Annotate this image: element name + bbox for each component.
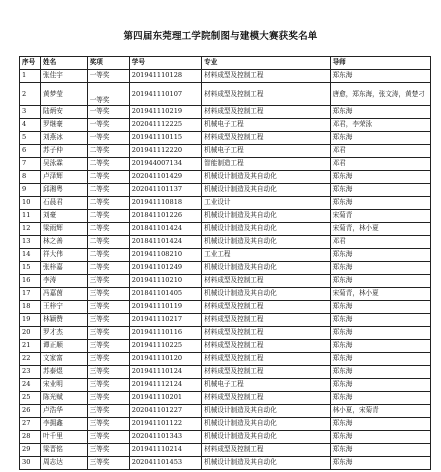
table-row bbox=[20, 106, 431, 119]
cell-student-id: 201841101405 bbox=[129, 288, 201, 301]
header-student-id: 学号 bbox=[129, 57, 201, 70]
cell-name: 李拥鑫 bbox=[41, 418, 88, 431]
cell-award: 三等奖 bbox=[87, 392, 129, 405]
cell-name: 周志达 bbox=[41, 457, 88, 470]
cell-award: 二等奖 bbox=[87, 171, 129, 184]
cell-advisor: 郑东海 bbox=[330, 444, 430, 457]
cell-name: 林颖赞 bbox=[41, 314, 88, 327]
cell-major: 材料成型及控制工程 bbox=[202, 70, 330, 83]
cell-award: 三等奖 bbox=[87, 431, 129, 444]
cell-student-id: 201941110128 bbox=[129, 70, 201, 83]
cell-award: 二等奖 bbox=[87, 262, 129, 275]
cell-no: 20 bbox=[20, 327, 41, 340]
cell-advisor: 邓君 bbox=[330, 145, 430, 158]
cell-advisor: 郑东海 bbox=[330, 392, 430, 405]
table-row bbox=[20, 392, 431, 405]
cell-student-id: 202041101453 bbox=[129, 457, 201, 470]
cell-advisor: 邓君 bbox=[330, 236, 430, 249]
table-row bbox=[20, 158, 431, 171]
cell-no: 3 bbox=[20, 106, 41, 119]
cell-name: 叶千里 bbox=[41, 431, 88, 444]
cell-student-id: 201941110119 bbox=[129, 301, 201, 314]
cell-major: 材料成型及控制工程 bbox=[202, 392, 330, 405]
cell-student-id: 201941110210 bbox=[129, 275, 201, 288]
cell-award: 二等奖 bbox=[87, 236, 129, 249]
cell-advisor: 郑东海 bbox=[330, 314, 430, 327]
cell-no: 17 bbox=[20, 288, 41, 301]
table-row bbox=[20, 132, 431, 145]
cell-no: 6 bbox=[20, 145, 41, 158]
table-row bbox=[20, 171, 431, 184]
cell-award: 一等奖 bbox=[87, 70, 129, 83]
cell-name: 黄梦莹 bbox=[41, 83, 88, 106]
cell-no: 12 bbox=[20, 223, 41, 236]
cell-no: 11 bbox=[20, 210, 41, 223]
table-row bbox=[20, 418, 431, 431]
cell-advisor: 郑东海 bbox=[330, 431, 430, 444]
cell-advisor: 郑东海 bbox=[330, 366, 430, 379]
cell-award: 三等奖 bbox=[87, 444, 129, 457]
cell-name: 梁晋铭 bbox=[41, 444, 88, 457]
cell-name: 谭正顺 bbox=[41, 340, 88, 353]
header-award: 奖项 bbox=[87, 57, 129, 70]
cell-major: 材料成型及控制工程 bbox=[202, 301, 330, 314]
table-row bbox=[20, 431, 431, 444]
cell-advisor: 郑东海 bbox=[330, 70, 430, 83]
cell-student-id: 201941112220 bbox=[129, 145, 201, 158]
cell-no: 16 bbox=[20, 275, 41, 288]
cell-no: 1 bbox=[20, 70, 41, 83]
cell-advisor: 林小夏，宋菊青 bbox=[330, 405, 430, 418]
cell-name: 李涛 bbox=[41, 275, 88, 288]
cell-no: 7 bbox=[20, 158, 41, 171]
cell-advisor: 郑东海 bbox=[330, 457, 430, 470]
cell-advisor: 宋菊青 bbox=[330, 210, 430, 223]
table-row bbox=[20, 197, 431, 210]
cell-advisor: 郑东海 bbox=[330, 106, 430, 119]
cell-no: 25 bbox=[20, 392, 41, 405]
cell-major: 机械设计制造及其自动化 bbox=[202, 184, 330, 197]
cell-award: 三等奖 bbox=[87, 405, 129, 418]
cell-name: 林之善 bbox=[41, 236, 88, 249]
table-row bbox=[20, 236, 431, 249]
cell-student-id: 201941110115 bbox=[129, 132, 201, 145]
cell-advisor: 郑东海 bbox=[330, 379, 430, 392]
table-row bbox=[20, 119, 431, 132]
cell-name: 吴泳霖 bbox=[41, 158, 88, 171]
cell-award: 一等奖 bbox=[87, 132, 129, 145]
cell-award: 三等奖 bbox=[87, 314, 129, 327]
cell-student-id: 202041112225 bbox=[129, 119, 201, 132]
cell-major: 机械电子工程 bbox=[202, 145, 330, 158]
cell-student-id: 201941101122 bbox=[129, 418, 201, 431]
table-row bbox=[20, 457, 431, 470]
cell-name: 卢泽辉 bbox=[41, 171, 88, 184]
cell-no: 18 bbox=[20, 301, 41, 314]
cell-name: 冯嘉茵 bbox=[41, 288, 88, 301]
cell-advisor: 邓君 bbox=[330, 158, 430, 171]
table-row bbox=[20, 145, 431, 158]
cell-major: 机械设计制造及其自动化 bbox=[202, 262, 330, 275]
cell-advisor: 郑东海 bbox=[330, 197, 430, 210]
cell-award: 三等奖 bbox=[87, 288, 129, 301]
cell-name: 张梓嘉 bbox=[41, 262, 88, 275]
cell-name: 石晨君 bbox=[41, 197, 88, 210]
cell-student-id: 201941110116 bbox=[129, 327, 201, 340]
cell-advisor: 郑东海 bbox=[330, 301, 430, 314]
cell-major: 机械设计制造及其自动化 bbox=[202, 171, 330, 184]
cell-award: 三等奖 bbox=[87, 353, 129, 366]
cell-student-id: 201941110120 bbox=[129, 353, 201, 366]
cell-award: 一等奖 bbox=[87, 83, 129, 106]
table-row bbox=[20, 83, 431, 106]
cell-award: 三等奖 bbox=[87, 275, 129, 288]
cell-name: 陈光赋 bbox=[41, 392, 88, 405]
cell-no: 13 bbox=[20, 236, 41, 249]
cell-advisor: 唐愈，郑东海，张文涛，黄楚刁 bbox=[330, 83, 430, 106]
table-row bbox=[20, 366, 431, 379]
cell-advisor: 郑东海 bbox=[330, 327, 430, 340]
cell-student-id: 202041101429 bbox=[129, 171, 201, 184]
table-row bbox=[20, 288, 431, 301]
cell-name: 梁雨辉 bbox=[41, 223, 88, 236]
cell-major: 机械设计制造及其自动化 bbox=[202, 210, 330, 223]
cell-major: 材料成型及控制工程 bbox=[202, 444, 330, 457]
table-row bbox=[20, 314, 431, 327]
cell-no: 19 bbox=[20, 314, 41, 327]
cell-name: 祥大伟 bbox=[41, 249, 88, 262]
cell-no: 10 bbox=[20, 197, 41, 210]
cell-student-id: 201944007134 bbox=[129, 158, 201, 171]
cell-award: 三等奖 bbox=[87, 379, 129, 392]
cell-major: 材料成型及控制工程 bbox=[202, 353, 330, 366]
cell-student-id: 201941110124 bbox=[129, 366, 201, 379]
cell-student-id: 202041101227 bbox=[129, 405, 201, 418]
cell-advisor: 郑东海 bbox=[330, 249, 430, 262]
cell-name: 罗才杰 bbox=[41, 327, 88, 340]
award-table bbox=[19, 56, 431, 470]
cell-name: 宋业明 bbox=[41, 379, 88, 392]
cell-major: 机械设计制造及其自动化 bbox=[202, 431, 330, 444]
cell-advisor: 郑东海 bbox=[330, 340, 430, 353]
cell-student-id: 201941112124 bbox=[129, 379, 201, 392]
cell-advisor: 郑东海 bbox=[330, 418, 430, 431]
document-title: 第四届东莞理工学院制图与建模大赛获奖名单 bbox=[123, 31, 318, 42]
cell-no: 29 bbox=[20, 444, 41, 457]
table-body bbox=[20, 70, 431, 470]
header-advisor: 导师 bbox=[330, 57, 430, 70]
table-row bbox=[20, 353, 431, 366]
cell-major: 工业工程 bbox=[202, 249, 330, 262]
cell-name: 张佳宇 bbox=[41, 70, 88, 83]
cell-advisor: 郑东海 bbox=[330, 275, 430, 288]
cell-major: 机械设计制造及其自动化 bbox=[202, 236, 330, 249]
cell-major: 智能制造工程 bbox=[202, 158, 330, 171]
cell-major: 工业设计 bbox=[202, 197, 330, 210]
cell-major: 材料成型及控制工程 bbox=[202, 314, 330, 327]
cell-major: 机械电子工程 bbox=[202, 119, 330, 132]
table-row bbox=[20, 275, 431, 288]
cell-student-id: 201841101424 bbox=[129, 236, 201, 249]
cell-no: 14 bbox=[20, 249, 41, 262]
table-header-row bbox=[20, 57, 431, 70]
cell-major: 机械设计制造及其自动化 bbox=[202, 418, 330, 431]
cell-advisor: 邓君，李荣泳 bbox=[330, 119, 430, 132]
cell-no: 21 bbox=[20, 340, 41, 353]
cell-no: 5 bbox=[20, 132, 41, 145]
cell-award: 二等奖 bbox=[87, 197, 129, 210]
cell-major: 机械设计制造及其自动化 bbox=[202, 405, 330, 418]
table-row bbox=[20, 262, 431, 275]
cell-major: 材料成型及控制工程 bbox=[202, 340, 330, 353]
cell-major: 材料成型及控制工程 bbox=[202, 275, 330, 288]
cell-award: 三等奖 bbox=[87, 366, 129, 379]
cell-major: 材料成型及控制工程 bbox=[202, 83, 330, 106]
cell-no: 8 bbox=[20, 171, 41, 184]
cell-advisor: 郑东海 bbox=[330, 171, 430, 184]
cell-advisor: 郑东海 bbox=[330, 262, 430, 275]
header-major: 专业 bbox=[202, 57, 330, 70]
cell-award: 二等奖 bbox=[87, 184, 129, 197]
cell-student-id: 201941108210 bbox=[129, 249, 201, 262]
cell-name: 卢浩华 bbox=[41, 405, 88, 418]
header-name: 姓名 bbox=[41, 57, 88, 70]
cell-student-id: 201941101249 bbox=[129, 262, 201, 275]
table-row bbox=[20, 70, 431, 83]
cell-name: 王梓宁 bbox=[41, 301, 88, 314]
header-no: 序号 bbox=[20, 57, 41, 70]
cell-award: 三等奖 bbox=[87, 301, 129, 314]
cell-major: 机械电子工程 bbox=[202, 379, 330, 392]
cell-award: 三等奖 bbox=[87, 418, 129, 431]
cell-student-id: 202041101343 bbox=[129, 431, 201, 444]
cell-no: 26 bbox=[20, 405, 41, 418]
cell-award: 三等奖 bbox=[87, 327, 129, 340]
cell-name: 陆炳安 bbox=[41, 106, 88, 119]
cell-no: 2 bbox=[20, 83, 41, 106]
table-row bbox=[20, 405, 431, 418]
cell-major: 材料成型及控制工程 bbox=[202, 106, 330, 119]
cell-student-id: 201941110107 bbox=[129, 83, 201, 106]
cell-award: 二等奖 bbox=[87, 145, 129, 158]
cell-no: 28 bbox=[20, 431, 41, 444]
cell-major: 机械设计制造及其自动化 bbox=[202, 457, 330, 470]
cell-major: 材料成型及控制工程 bbox=[202, 366, 330, 379]
cell-major: 材料成型及控制工程 bbox=[202, 132, 330, 145]
cell-no: 23 bbox=[20, 366, 41, 379]
cell-award: 二等奖 bbox=[87, 210, 129, 223]
table-row bbox=[20, 379, 431, 392]
cell-name: 文家富 bbox=[41, 353, 88, 366]
cell-award: 三等奖 bbox=[87, 340, 129, 353]
cell-name: 刘燕冰 bbox=[41, 132, 88, 145]
cell-student-id: 201941110201 bbox=[129, 392, 201, 405]
cell-no: 15 bbox=[20, 262, 41, 275]
cell-award: 二等奖 bbox=[87, 249, 129, 262]
cell-major: 机械设计制造及其自动化 bbox=[202, 223, 330, 236]
table-row bbox=[20, 327, 431, 340]
cell-advisor: 宋菊青，林小夏 bbox=[330, 288, 430, 301]
cell-name: 刘豪 bbox=[41, 210, 88, 223]
cell-name: 罗继豪 bbox=[41, 119, 88, 132]
cell-no: 27 bbox=[20, 418, 41, 431]
cell-student-id: 201841101424 bbox=[129, 223, 201, 236]
cell-advisor: 郑东海 bbox=[330, 132, 430, 145]
cell-name: 邱湘粤 bbox=[41, 184, 88, 197]
cell-no: 9 bbox=[20, 184, 41, 197]
cell-advisor: 宋菊青，林小夏 bbox=[330, 223, 430, 236]
cell-name: 苏子仲 bbox=[41, 145, 88, 158]
cell-advisor: 郑东海 bbox=[330, 353, 430, 366]
table-row bbox=[20, 340, 431, 353]
table-row bbox=[20, 184, 431, 197]
cell-student-id: 201941110818 bbox=[129, 197, 201, 210]
cell-advisor: 郑东海 bbox=[330, 184, 430, 197]
cell-no: 22 bbox=[20, 353, 41, 366]
cell-name: 苏泰煜 bbox=[41, 366, 88, 379]
cell-student-id: 201841101226 bbox=[129, 210, 201, 223]
cell-student-id: 201941110214 bbox=[129, 444, 201, 457]
table-row bbox=[20, 249, 431, 262]
cell-no: 4 bbox=[20, 119, 41, 132]
cell-student-id: 201941110217 bbox=[129, 314, 201, 327]
cell-award: 三等奖 bbox=[87, 457, 129, 470]
table-row bbox=[20, 210, 431, 223]
cell-award: 一等奖 bbox=[87, 106, 129, 119]
table-row bbox=[20, 444, 431, 457]
cell-award: 二等奖 bbox=[87, 158, 129, 171]
cell-award: 二等奖 bbox=[87, 223, 129, 236]
table-row bbox=[20, 223, 431, 236]
cell-award: 一等奖 bbox=[87, 119, 129, 132]
cell-student-id: 202041101137 bbox=[129, 184, 201, 197]
table-row bbox=[20, 301, 431, 314]
cell-student-id: 201941110225 bbox=[129, 340, 201, 353]
cell-student-id: 201941110219 bbox=[129, 106, 201, 119]
cell-major: 材料成型及控制工程 bbox=[202, 327, 330, 340]
cell-no: 30 bbox=[20, 457, 41, 470]
cell-major: 机械设计制造及其自动化 bbox=[202, 288, 330, 301]
cell-no: 24 bbox=[20, 379, 41, 392]
